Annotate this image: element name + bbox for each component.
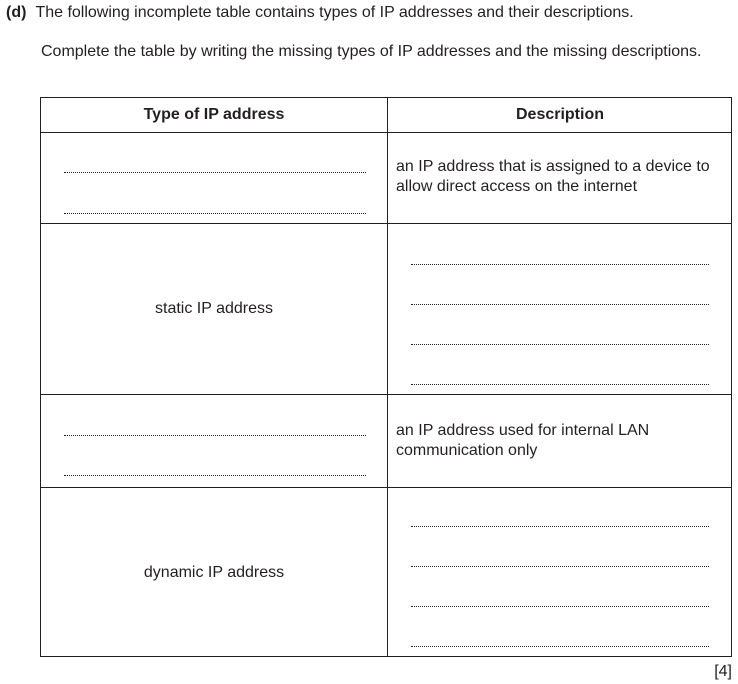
row-divider	[41, 487, 731, 488]
answer-line-description-row4[interactable]	[411, 566, 709, 567]
answer-line-type-row1[interactable]	[64, 213, 366, 214]
answer-line-description-row4[interactable]	[411, 606, 709, 607]
header-divider	[41, 132, 731, 133]
question-line	[6, 4, 634, 22]
marks-allocation: [4]	[714, 663, 732, 680]
header-description: Description	[515, 106, 604, 123]
question-label: (d)	[6, 4, 27, 21]
answer-line-description-row2[interactable]	[411, 384, 709, 385]
answer-line-type-row3[interactable]	[64, 475, 366, 476]
answer-line-description-row4[interactable]	[411, 646, 709, 647]
description-text-row3: an IP address used for internal LAN communication only	[396, 422, 650, 459]
answer-line-description-row2[interactable]	[411, 344, 709, 345]
description-text-row1: an IP address that is assigned to a device to allow direct access on the internet	[396, 158, 710, 195]
question-text: The following incomplete table contains types of IP addresses and their descriptions.	[35, 4, 634, 21]
type-text-row4: dynamic IP address	[143, 564, 285, 581]
answer-line-description-row4[interactable]	[411, 526, 709, 527]
row-divider	[41, 223, 731, 224]
answer-line-type-row3[interactable]	[64, 435, 366, 436]
row-divider	[41, 394, 731, 395]
answer-line-type-row1[interactable]	[64, 172, 366, 173]
answer-line-description-row2[interactable]	[411, 264, 709, 265]
answer-line-description-row2[interactable]	[411, 304, 709, 305]
question-instruction: Complete the table by writing the missing types of IP addresses and the missing descriptions.	[41, 43, 702, 60]
header-type-of-ip-address: Type of IP address	[143, 106, 285, 123]
ip-address-table	[40, 97, 732, 657]
type-text-row2: static IP address	[155, 300, 273, 317]
column-divider	[387, 98, 388, 656]
